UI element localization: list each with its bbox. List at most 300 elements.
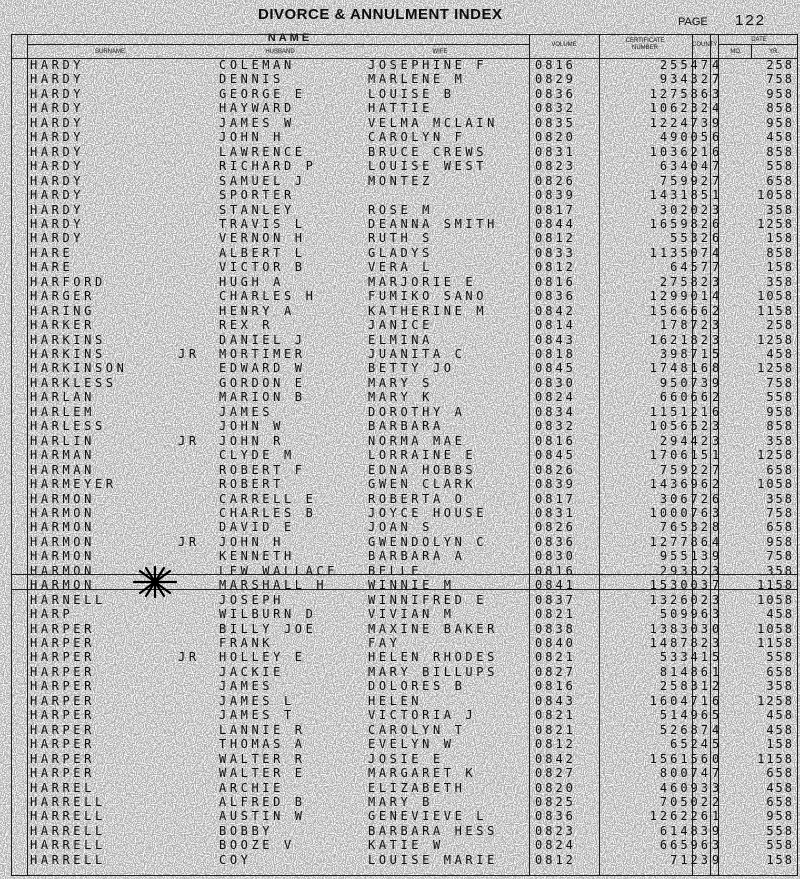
table-row bbox=[0, 477, 800, 491]
certificate-cell: 53341 bbox=[659, 650, 711, 665]
date-cell: 658 bbox=[766, 664, 794, 679]
table-row bbox=[0, 405, 800, 419]
certificate-cell: 66596 bbox=[659, 838, 711, 853]
volume-cell: 0812 bbox=[535, 231, 576, 246]
header-wife: WIFE bbox=[432, 49, 448, 55]
surname-cell: HARDY bbox=[30, 216, 85, 231]
surname-cell: HARPER bbox=[30, 621, 95, 636]
surname-cell: HARDY bbox=[30, 144, 85, 159]
volume-cell: 0843 bbox=[535, 693, 576, 708]
certificate-cell: 27582 bbox=[659, 274, 711, 289]
wife-cell: VELMA MCLAIN bbox=[368, 115, 498, 130]
husband-cell: ROBERT F bbox=[219, 462, 306, 477]
certificate-cell: 162182 bbox=[649, 332, 711, 347]
header-volume: VOLUME bbox=[551, 42, 577, 48]
surname-cell: HARP bbox=[30, 607, 74, 622]
county-cell: 6 bbox=[712, 491, 723, 506]
table-row bbox=[0, 650, 800, 664]
table-row bbox=[0, 361, 800, 375]
highlighted-row-marker bbox=[11, 574, 798, 593]
certificate-cell: 122473 bbox=[649, 115, 711, 130]
volume-cell: 0827 bbox=[535, 766, 576, 781]
wife-cell: CAROLYN T bbox=[368, 722, 466, 737]
surname-cell: HARDY bbox=[30, 101, 85, 116]
husband-cell: HUGH A bbox=[219, 274, 284, 289]
volume-cell: 0830 bbox=[535, 375, 576, 390]
county-cell: 6 bbox=[712, 144, 723, 159]
husband-cell: THOMAS A bbox=[219, 737, 306, 752]
surname-cell: HARKINSON bbox=[30, 361, 128, 376]
certificate-cell: 165982 bbox=[649, 216, 711, 231]
table-row bbox=[0, 607, 800, 621]
certificate-cell: 63404 bbox=[659, 159, 711, 174]
county-cell: 7 bbox=[712, 159, 723, 174]
volume-cell: 0816 bbox=[535, 58, 576, 72]
husband-cell: LAWRENCE bbox=[219, 144, 306, 159]
certificate-cell: 6457 bbox=[670, 260, 711, 275]
wife-cell: BARBARA HESS bbox=[368, 823, 498, 838]
husband-cell: JAMES W bbox=[219, 115, 295, 130]
wife-cell: VERA L bbox=[368, 260, 433, 275]
header-surname: SURNAME bbox=[94, 49, 125, 55]
column-divider bbox=[751, 44, 752, 58]
surname-cell: HARKINS bbox=[30, 347, 106, 361]
volume-cell: 0831 bbox=[535, 144, 576, 159]
table-row bbox=[0, 72, 800, 86]
date-cell: 358 bbox=[766, 679, 794, 694]
volume-cell: 0836 bbox=[535, 534, 576, 549]
husband-cell: JOHN H bbox=[219, 130, 284, 145]
county-cell: 0 bbox=[712, 621, 723, 636]
county-cell: 7 bbox=[712, 578, 723, 593]
suffix-cell: JR bbox=[178, 347, 200, 361]
certificate-cell: 105652 bbox=[649, 419, 711, 434]
county-cell: 9 bbox=[712, 852, 723, 867]
surname-cell: HARMAN bbox=[30, 462, 95, 477]
wife-cell: ELMINA bbox=[368, 332, 433, 347]
date-cell: 758 bbox=[766, 72, 794, 87]
county-cell: 3 bbox=[712, 332, 723, 347]
surname-cell: HARMAN bbox=[30, 448, 95, 463]
certificate-cell: 132602 bbox=[649, 592, 711, 607]
wife-cell: JANICE bbox=[368, 318, 433, 333]
table-row bbox=[0, 824, 800, 838]
husband-cell: JOHN W bbox=[219, 419, 284, 434]
table-row bbox=[0, 506, 800, 520]
husband-cell: SPORTER bbox=[219, 188, 295, 203]
husband-cell: ROBERT bbox=[219, 477, 284, 492]
county-cell: 9 bbox=[712, 823, 723, 838]
date-cell: 1258 bbox=[757, 332, 794, 347]
certificate-cell: 66066 bbox=[659, 390, 711, 405]
county-cell: 9 bbox=[712, 375, 723, 390]
wife-cell: KATHERINE M bbox=[368, 303, 488, 318]
wife-cell: JOSIE E bbox=[368, 751, 444, 766]
date-cell: 958 bbox=[766, 115, 794, 130]
husband-cell: STANLEY bbox=[219, 202, 295, 217]
wife-cell: GLADYS bbox=[368, 245, 433, 260]
date-cell: 858 bbox=[766, 245, 794, 260]
date-cell: 458 bbox=[766, 347, 794, 361]
volume-cell: 0823 bbox=[535, 823, 576, 838]
wife-cell: LOUISE WEST bbox=[368, 159, 488, 174]
table-row bbox=[0, 203, 800, 217]
wife-cell: MONTEZ bbox=[368, 173, 433, 188]
wife-cell: EVELYN W bbox=[368, 737, 455, 752]
header-county: COUNTY bbox=[692, 42, 718, 48]
page-label: PAGE bbox=[678, 16, 708, 28]
table-row bbox=[0, 838, 800, 852]
table-row bbox=[0, 130, 800, 144]
table-row bbox=[0, 304, 800, 318]
volume-cell: 0838 bbox=[535, 621, 576, 636]
county-cell: 7 bbox=[712, 173, 723, 188]
date-cell: 1058 bbox=[757, 289, 794, 304]
surname-cell: HARE bbox=[30, 260, 74, 275]
husband-cell: CLYDE M bbox=[219, 448, 295, 463]
surname-cell: HARDY bbox=[30, 130, 85, 145]
husband-cell: JACKIE bbox=[219, 664, 284, 679]
date-cell: 1258 bbox=[757, 448, 794, 463]
page-title: DIVORCE & ANNULMENT INDEX bbox=[258, 6, 503, 23]
certificate-cell: 61483 bbox=[659, 823, 711, 838]
wife-cell: JOSEPHINE F bbox=[368, 58, 488, 72]
wife-cell: DEANNA SMITH bbox=[368, 216, 498, 231]
table-row bbox=[0, 752, 800, 766]
date-cell: 458 bbox=[766, 130, 794, 145]
wife-cell: VIVIAN M bbox=[368, 607, 455, 622]
certificate-cell: 126226 bbox=[649, 809, 711, 824]
table-row bbox=[0, 145, 800, 159]
husband-cell: WALTER R bbox=[219, 751, 306, 766]
certificate-cell: 80074 bbox=[659, 766, 711, 781]
certificate-cell: 129901 bbox=[649, 289, 711, 304]
county-cell: 5 bbox=[712, 650, 723, 665]
certificate-cell: 156666 bbox=[649, 303, 711, 318]
husband-cell: AUSTIN W bbox=[219, 809, 306, 824]
certificate-cell: 127586 bbox=[649, 86, 711, 101]
date-cell: 1058 bbox=[757, 621, 794, 636]
date-cell: 658 bbox=[766, 766, 794, 781]
surname-cell: HARMON bbox=[30, 505, 95, 520]
husband-cell: GORDON E bbox=[219, 375, 306, 390]
surname-cell: HARPER bbox=[30, 737, 95, 752]
county-cell: 8 bbox=[712, 361, 723, 376]
surname-cell: HARDY bbox=[30, 159, 85, 174]
husband-cell: WALTER E bbox=[219, 766, 306, 781]
husband-cell: TRAVIS L bbox=[219, 216, 306, 231]
wife-cell: FUMIKO SANO bbox=[368, 289, 488, 304]
wife-cell: GWENDOLYN C bbox=[368, 534, 488, 549]
volume-cell: 0821 bbox=[535, 650, 576, 665]
husband-cell: HOLLEY E bbox=[219, 650, 306, 665]
surname-cell: HARLIN bbox=[30, 433, 95, 448]
certificate-cell: 148782 bbox=[649, 636, 711, 650]
wife-cell: FAY bbox=[368, 636, 401, 650]
certificate-cell: 100076 bbox=[649, 505, 711, 520]
county-cell: 3 bbox=[712, 202, 723, 217]
husband-cell: JOHN H bbox=[219, 534, 284, 549]
surname-cell: HARPER bbox=[30, 664, 95, 679]
surname-cell: HARMON bbox=[30, 578, 95, 593]
certificate-cell: 103621 bbox=[649, 144, 711, 159]
certificate-cell: 29442 bbox=[659, 433, 711, 448]
county-cell: 4 bbox=[712, 101, 723, 116]
surname-cell: HARMON bbox=[30, 520, 95, 535]
volume-cell: 0816 bbox=[535, 563, 576, 578]
date-cell: 858 bbox=[766, 419, 794, 434]
volume-cell: 0839 bbox=[535, 188, 576, 203]
certificate-cell: 115121 bbox=[649, 404, 711, 419]
wife-cell: HELEN RHODES bbox=[368, 650, 498, 665]
county-cell: 2 bbox=[712, 303, 723, 318]
date-cell: 258 bbox=[766, 58, 794, 72]
volume-cell: 0825 bbox=[535, 794, 576, 809]
wife-cell: GENEVIEVE L bbox=[368, 809, 488, 824]
suffix-cell: JR bbox=[178, 534, 200, 549]
husband-cell: HENRY A bbox=[219, 303, 295, 318]
surname-cell: HARE bbox=[30, 245, 74, 260]
county-cell: 2 bbox=[712, 477, 723, 492]
table-row bbox=[0, 260, 800, 274]
county-cell: 7 bbox=[712, 260, 723, 275]
surname-cell: HARDY bbox=[30, 86, 85, 101]
table-row bbox=[0, 737, 800, 751]
table-row bbox=[0, 376, 800, 390]
county-cell: 5 bbox=[712, 708, 723, 723]
certificate-cell: 70502 bbox=[659, 794, 711, 809]
wife-cell: ROSE M bbox=[368, 202, 433, 217]
surname-cell: HARING bbox=[30, 303, 95, 318]
date-cell: 658 bbox=[766, 173, 794, 188]
county-cell: 4 bbox=[712, 58, 723, 72]
volume-cell: 0814 bbox=[535, 318, 576, 333]
volume-cell: 0845 bbox=[535, 448, 576, 463]
county-cell: 5 bbox=[712, 737, 723, 752]
county-cell: 3 bbox=[712, 419, 723, 434]
wife-cell: JOAN S bbox=[368, 520, 433, 535]
volume-cell: 0826 bbox=[535, 462, 576, 477]
certificate-cell: 29382 bbox=[659, 563, 711, 578]
county-cell: 0 bbox=[712, 751, 723, 766]
certificate-cell: 6524 bbox=[670, 737, 711, 752]
date-cell: 858 bbox=[766, 101, 794, 116]
county-cell: 3 bbox=[712, 592, 723, 607]
certificate-cell: 81486 bbox=[659, 664, 711, 679]
table-row bbox=[0, 622, 800, 636]
table-row bbox=[0, 679, 800, 693]
county-cell: 3 bbox=[712, 318, 723, 333]
certificate-cell: 25831 bbox=[659, 679, 711, 694]
surname-cell: HARPER bbox=[30, 636, 95, 650]
husband-cell: ALFRED B bbox=[219, 794, 306, 809]
certificate-cell: 75922 bbox=[659, 462, 711, 477]
volume-cell: 0817 bbox=[535, 491, 576, 506]
wife-cell: DOLORES B bbox=[368, 679, 466, 694]
suffix-cell: JR bbox=[178, 433, 200, 448]
wife-cell: VICTORIA J bbox=[368, 708, 477, 723]
volume-cell: 0845 bbox=[535, 361, 576, 376]
table-row bbox=[0, 174, 800, 188]
header-date: DATE bbox=[751, 37, 767, 43]
date-cell: 358 bbox=[766, 491, 794, 506]
date-cell: 1158 bbox=[757, 751, 794, 766]
date-cell: 1158 bbox=[757, 636, 794, 650]
certificate-cell: 39871 bbox=[659, 347, 711, 361]
volume-cell: 0812 bbox=[535, 852, 576, 867]
volume-cell: 0816 bbox=[535, 679, 576, 694]
husband-cell: CHARLES H bbox=[219, 289, 317, 304]
table-row bbox=[0, 347, 800, 361]
volume-cell: 0820 bbox=[535, 780, 576, 795]
surname-cell: HARLAN bbox=[30, 390, 95, 405]
date-cell: 158 bbox=[766, 737, 794, 752]
date-cell: 358 bbox=[766, 274, 794, 289]
husband-cell: EDWARD W bbox=[219, 361, 306, 376]
wife-cell: JUANITA C bbox=[368, 347, 466, 361]
table-row bbox=[0, 159, 800, 173]
county-cell: 7 bbox=[712, 72, 723, 87]
date-cell: 758 bbox=[766, 375, 794, 390]
date-cell: 458 bbox=[766, 708, 794, 723]
surname-cell: HARRELL bbox=[30, 809, 106, 824]
husband-cell: VICTOR B bbox=[219, 260, 306, 275]
husband-cell: VERNON H bbox=[219, 231, 306, 246]
volume-cell: 0826 bbox=[535, 173, 576, 188]
volume-cell: 0841 bbox=[535, 578, 576, 593]
husband-cell: BOOZE V bbox=[219, 838, 295, 853]
surname-cell: HARKER bbox=[30, 318, 95, 333]
volume-cell: 0824 bbox=[535, 838, 576, 853]
date-cell: 1058 bbox=[757, 592, 794, 607]
volume-cell: 0831 bbox=[535, 505, 576, 520]
date-cell: 158 bbox=[766, 852, 794, 867]
table-row bbox=[0, 665, 800, 679]
header-date-month: MO. bbox=[730, 49, 742, 55]
table-row bbox=[0, 217, 800, 231]
surname-cell: HARPER bbox=[30, 708, 95, 723]
volume-cell: 0830 bbox=[535, 549, 576, 564]
header-name: NAME bbox=[267, 32, 313, 44]
header-rule bbox=[27, 44, 529, 45]
volume-cell: 0812 bbox=[535, 737, 576, 752]
table-row bbox=[0, 390, 800, 404]
volume-cell: 0843 bbox=[535, 332, 576, 347]
volume-cell: 0823 bbox=[535, 159, 576, 174]
volume-cell: 0837 bbox=[535, 592, 576, 607]
date-cell: 958 bbox=[766, 86, 794, 101]
asterisk-marker-icon bbox=[132, 565, 178, 599]
county-cell: 8 bbox=[712, 520, 723, 535]
certificate-cell: 174816 bbox=[649, 361, 711, 376]
volume-cell: 0812 bbox=[535, 260, 576, 275]
husband-cell: COLEMAN bbox=[219, 58, 295, 72]
date-cell: 458 bbox=[766, 780, 794, 795]
table-row bbox=[0, 231, 800, 245]
certificate-cell: 76532 bbox=[659, 520, 711, 535]
volume-cell: 0839 bbox=[535, 477, 576, 492]
wife-cell: NORMA MAE bbox=[368, 433, 466, 448]
date-cell: 858 bbox=[766, 144, 794, 159]
surname-cell: HARMON bbox=[30, 549, 95, 564]
volume-cell: 0836 bbox=[535, 289, 576, 304]
husband-cell: ALBERT L bbox=[219, 245, 306, 260]
wife-cell: BETTY JO bbox=[368, 361, 455, 376]
husband-cell: DAVID E bbox=[219, 520, 295, 535]
wife-cell: ELIZABETH bbox=[368, 780, 466, 795]
certificate-cell: 30202 bbox=[659, 202, 711, 217]
wife-cell: RUTH S bbox=[368, 231, 433, 246]
wife-cell: HELEN bbox=[368, 693, 423, 708]
certificate-cell: 46093 bbox=[659, 780, 711, 795]
date-cell: 158 bbox=[766, 260, 794, 275]
table-row bbox=[0, 116, 800, 130]
county-cell: 1 bbox=[712, 448, 723, 463]
table-row bbox=[0, 275, 800, 289]
certificate-cell: 95073 bbox=[659, 375, 711, 390]
husband-cell: JOSEPH bbox=[219, 592, 284, 607]
certificate-cell: 113507 bbox=[649, 245, 711, 260]
certificate-cell: 95513 bbox=[659, 549, 711, 564]
certificate-cell: 138303 bbox=[649, 621, 711, 636]
husband-cell: MARSHALL H bbox=[219, 578, 328, 593]
certificate-cell: 49005 bbox=[659, 130, 711, 145]
county-cell: 3 bbox=[712, 563, 723, 578]
table-row bbox=[0, 289, 800, 303]
date-cell: 558 bbox=[766, 159, 794, 174]
volume-cell: 0821 bbox=[535, 722, 576, 737]
table-row bbox=[0, 448, 800, 462]
volume-cell: 0824 bbox=[535, 390, 576, 405]
volume-cell: 0827 bbox=[535, 664, 576, 679]
wife-cell: BRUCE CREWS bbox=[368, 144, 488, 159]
volume-cell: 0836 bbox=[535, 809, 576, 824]
surname-cell: HARDY bbox=[30, 188, 85, 203]
header-husband: HUSBAND bbox=[265, 49, 295, 55]
surname-cell: HARRELL bbox=[30, 852, 106, 867]
date-cell: 1258 bbox=[757, 216, 794, 231]
volume-cell: 0821 bbox=[535, 708, 576, 723]
volume-cell: 0820 bbox=[535, 130, 576, 145]
husband-cell: SAMUEL J bbox=[219, 173, 306, 188]
wife-cell: LORRAINE E bbox=[368, 448, 477, 463]
table-row bbox=[0, 795, 800, 809]
table-row bbox=[0, 708, 800, 722]
husband-cell: BOBBY bbox=[219, 823, 274, 838]
header-certificate: CERTIFICATE NUMBER bbox=[625, 38, 665, 51]
volume-cell: 0816 bbox=[535, 274, 576, 289]
certificate-cell: 5532 bbox=[670, 231, 711, 246]
surname-cell: HARGER bbox=[30, 289, 95, 304]
husband-cell: MARION B bbox=[219, 390, 306, 405]
table-row bbox=[0, 492, 800, 506]
suffix-cell: JR bbox=[178, 650, 200, 665]
date-cell: 558 bbox=[766, 650, 794, 665]
surname-cell: HARDY bbox=[30, 115, 85, 130]
county-cell: 1 bbox=[712, 664, 723, 679]
county-cell: 6 bbox=[712, 231, 723, 246]
header-date-year: YR. bbox=[768, 49, 779, 55]
surname-cell: HARPER bbox=[30, 693, 95, 708]
husband-cell: BILLY JOE bbox=[219, 621, 317, 636]
wife-cell: MARY K bbox=[368, 390, 433, 405]
husband-cell: MORTIMER bbox=[219, 347, 306, 361]
county-cell: 9 bbox=[712, 549, 723, 564]
certificate-cell: 93432 bbox=[659, 72, 711, 87]
county-cell: 7 bbox=[712, 766, 723, 781]
county-cell: 7 bbox=[712, 462, 723, 477]
date-cell: 1258 bbox=[757, 693, 794, 708]
